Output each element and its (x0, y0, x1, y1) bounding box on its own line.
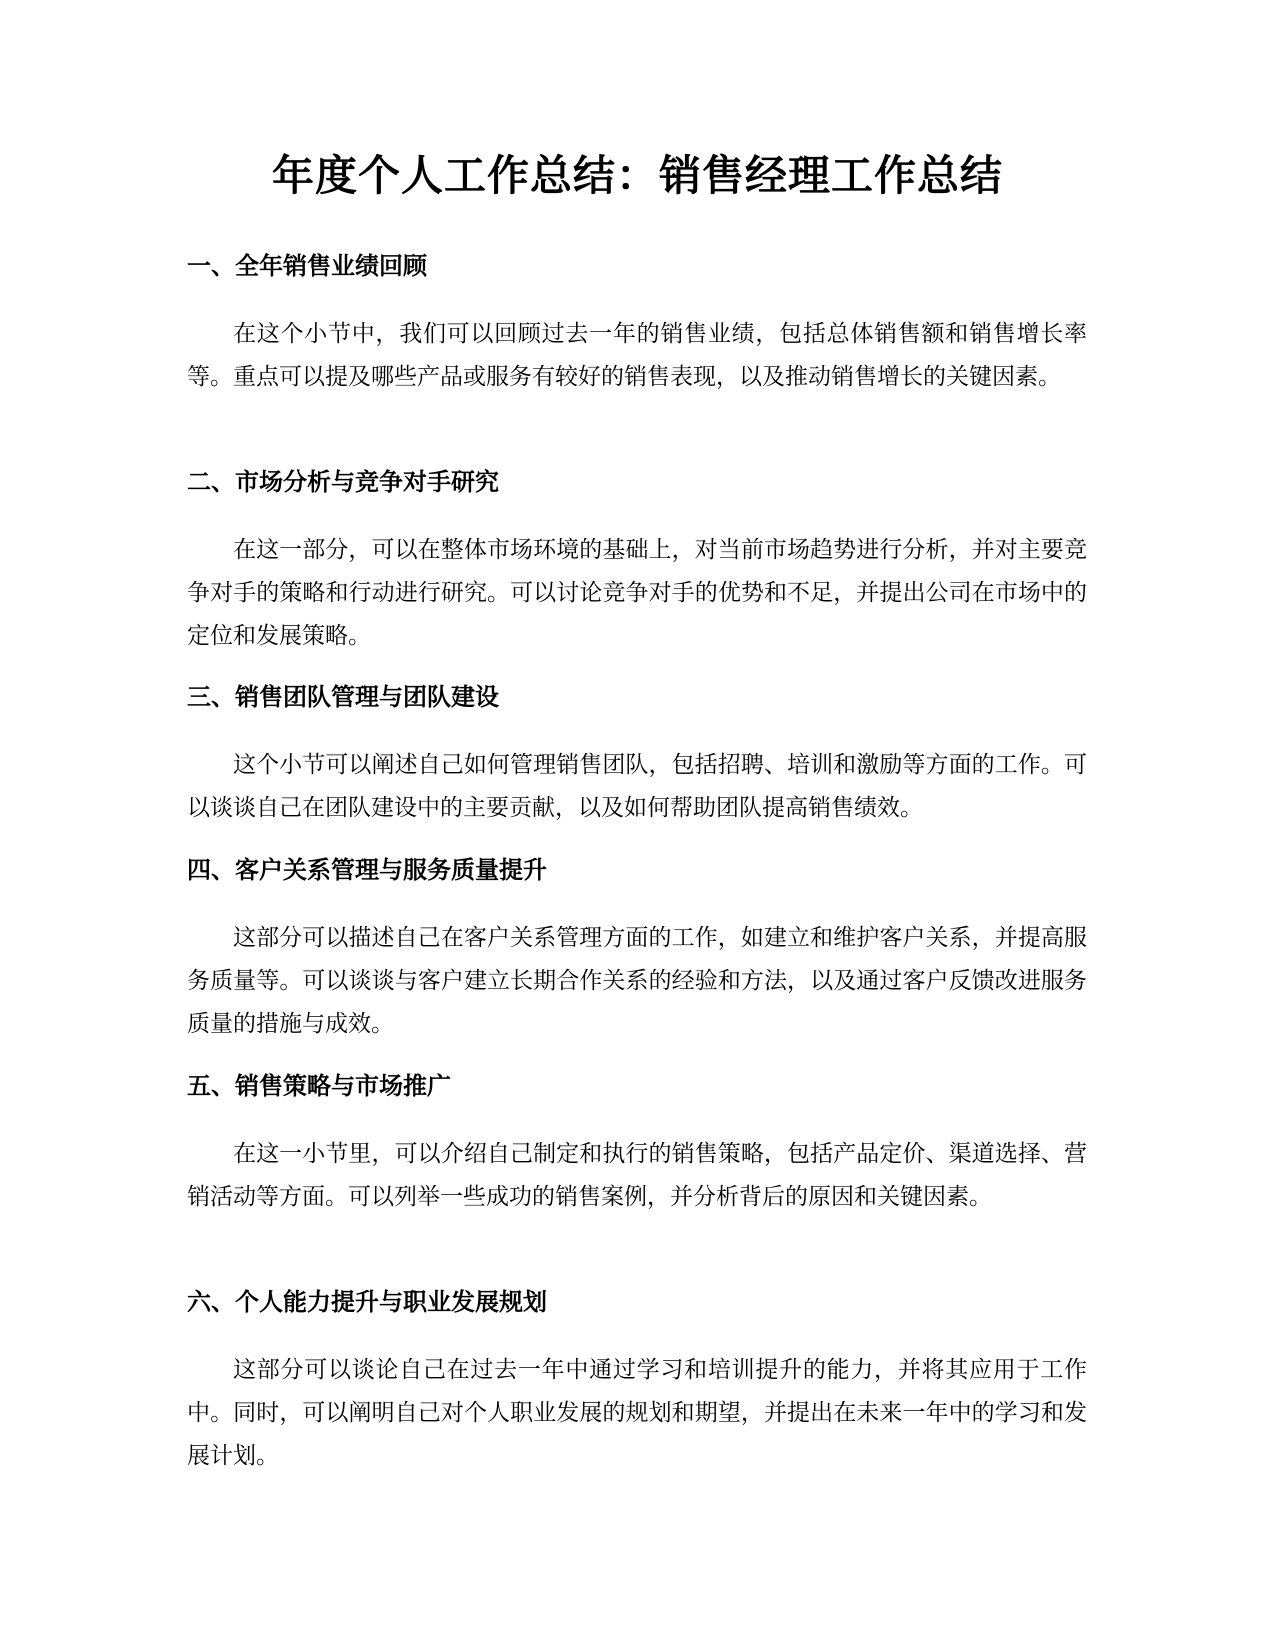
section-paragraph: 在这个小节中，我们可以回顾过去一年的销售业绩，包括总体销售额和销售增长率等。重点可以提及哪些产品或服务有较好的销售表现，以及推动销售增长的关键因素。 (187, 321, 1087, 390)
section-heading: 五、销售策略与市场推广 (187, 1072, 451, 1100)
section-paragraph: 这部分可以谈论自己在过去一年中通过学习和培训提升的能力，并将其应用于工作中。同时，可以阐明自己对个人职业发展的规划和期望，并提出在未来一年中的学习和发展计划。 (187, 1357, 1087, 1469)
section-market-analysis (187, 465, 1087, 658)
section-heading: 三、销售团队管理与团队建设 (187, 683, 499, 711)
section-paragraph: 这个小节可以阐述自己如何管理销售团队，包括招聘、培训和激励等方面的工作。可以谈谈自己在团队建设中的主要贡献，以及如何帮助团队提高销售绩效。 (187, 752, 1087, 821)
section-heading: 六、个人能力提升与职业发展规划 (187, 1288, 547, 1316)
section-sales-strategy (187, 1069, 1087, 1219)
section-sales-performance-review (187, 249, 1087, 399)
section-team-management (187, 680, 1087, 830)
section-heading: 二、市场分析与竞争对手研究 (187, 468, 499, 496)
section-heading: 一、全年销售业绩回顾 (187, 252, 427, 280)
section-paragraph: 这部分可以描述自己在客户关系管理方面的工作，如建立和维护客户关系，并提高服务质量等。可以谈谈与客户建立长期合作关系的经验和方法，以及通过客户反馈改进服务质量的措施与成效。 (187, 925, 1087, 1037)
page-title: 年度个人工作总结：销售经理工作总结 (271, 151, 1003, 200)
section-paragraph: 在这一部分，可以在整体市场环境的基础上，对当前市场趋势进行分析，并对主要竞争对手的策略和行动进行研究。可以讨论竞争对手的优势和不足，并提出公司在市场中的定位和发展策略。 (187, 537, 1087, 649)
section-career-development (187, 1285, 1087, 1478)
section-heading: 四、客户关系管理与服务质量提升 (187, 856, 547, 884)
section-paragraph: 在这一小节里，可以介绍自己制定和执行的销售策略，包括产品定价、渠道选择、营销活动等方面。可以列举一些成功的销售案例，并分析背后的原因和关键因素。 (187, 1141, 1087, 1210)
section-customer-relations (187, 853, 1087, 1046)
